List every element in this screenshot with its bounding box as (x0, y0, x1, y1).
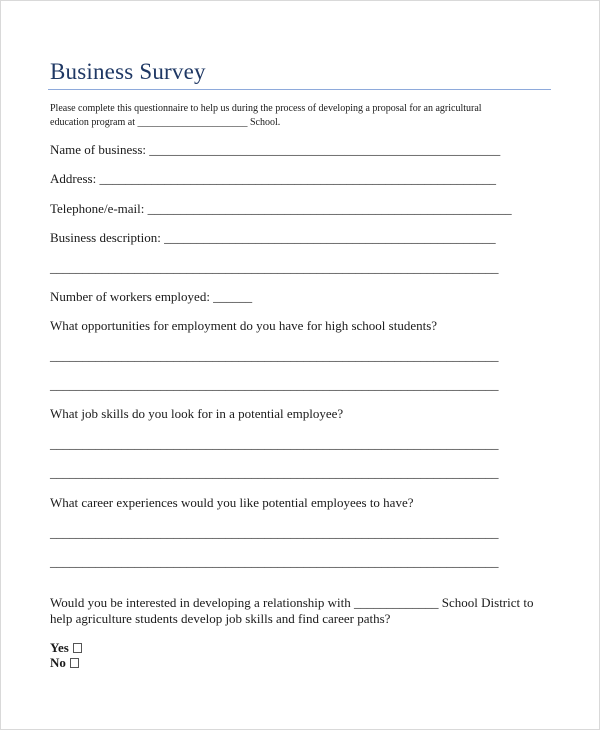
question-job-skills: What job skills do you look for in a potential employee? (50, 406, 344, 421)
business-description-field[interactable]: Business description: ___________________________________________________ (50, 230, 496, 245)
answer-line[interactable]: _____________________________________________________________________ (50, 377, 499, 392)
answer-line[interactable]: _____________________________________________________________________ (50, 554, 499, 569)
telephone-email-field[interactable]: Telephone/e-mail: ________________________________________________________ (50, 201, 512, 216)
yes-checkbox[interactable] (73, 643, 82, 653)
no-checkbox[interactable] (70, 658, 79, 668)
yes-label: Yes (50, 640, 69, 655)
question-career-experiences: What career experiences would you like potential employees to have? (50, 495, 414, 510)
answer-line[interactable]: _____________________________________________________________________ (50, 436, 499, 451)
intro-line-2: education program at ______________________ School. (50, 116, 281, 128)
page-title: Business Survey (50, 59, 206, 84)
question-relationship-line-2: help agriculture students develop job skills and find career paths? (50, 611, 391, 626)
business-name-field[interactable]: Name of business: ______________________________________________________ (50, 142, 501, 157)
yes-option[interactable] (50, 640, 82, 656)
question-employment-opportunities: What opportunities for employment do you have for high school students? (50, 318, 438, 333)
address-field[interactable]: Address: _____________________________________________________________ (50, 171, 496, 186)
intro-paragraph (50, 102, 550, 129)
title-rule (48, 89, 551, 90)
business-description-continued[interactable]: _____________________________________________________________________ (50, 260, 499, 275)
no-option[interactable] (50, 655, 79, 671)
answer-line[interactable]: _____________________________________________________________________ (50, 465, 499, 480)
answer-line[interactable]: _____________________________________________________________________ (50, 525, 499, 540)
intro-line-1: Please complete this questionnaire to help us during the process of developing a proposal for an agricultural (50, 103, 482, 114)
question-relationship-line-1: Would you be interested in developing a relationship with _____________ School District to (50, 595, 534, 610)
answer-line[interactable]: _____________________________________________________________________ (50, 348, 499, 363)
workers-employed-field[interactable]: Number of workers employed: ______ (50, 289, 253, 304)
no-label: No (50, 655, 66, 670)
